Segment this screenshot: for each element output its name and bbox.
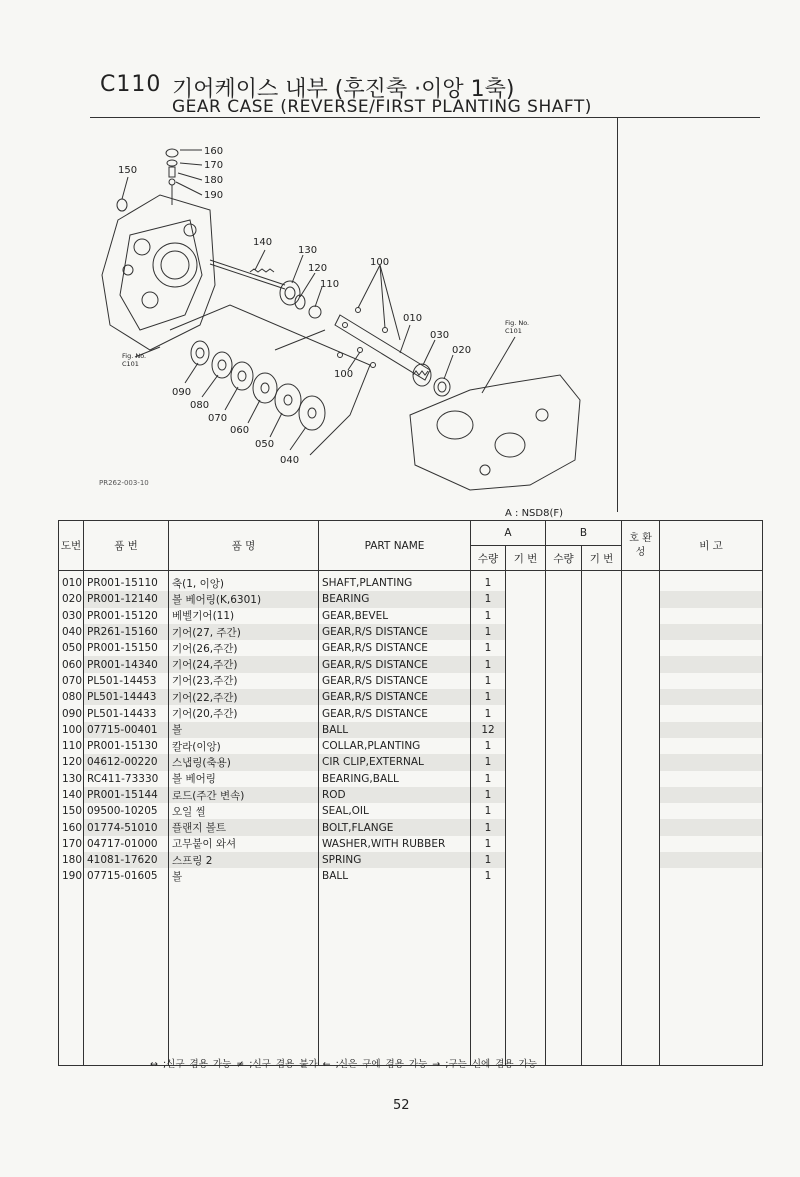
- table-row: [59, 673, 763, 689]
- notes-cell: [660, 836, 763, 852]
- ref-cell: 110: [59, 738, 84, 754]
- notes-cell: [660, 571, 763, 592]
- empty-cell: [59, 885, 84, 1066]
- remark-b-cell: [582, 787, 622, 803]
- qty-b-cell: [546, 591, 582, 607]
- qty-b-cell: [546, 803, 582, 819]
- remark-b-cell: [582, 624, 622, 640]
- figure-code: PR262-003-10: [99, 479, 149, 487]
- remark-b-cell: [582, 705, 622, 721]
- qty-a-cell: 1: [471, 571, 506, 592]
- remark-a-cell: [506, 591, 546, 607]
- header-ref-no: 도번: [59, 521, 84, 571]
- callout-100-top: 100: [370, 257, 390, 268]
- part-no-cell: PR001-14340: [84, 656, 169, 672]
- callout-160: 160: [204, 146, 224, 157]
- remark-a-cell: [506, 673, 546, 689]
- part-name-cell: SEAL,OIL: [319, 803, 471, 819]
- qty-b-cell: [546, 571, 582, 592]
- ref-cell: 150: [59, 803, 84, 819]
- table-row: [59, 754, 763, 770]
- interchange-cell: [622, 738, 660, 754]
- part-name-cell: BALL: [319, 722, 471, 738]
- empty-cell: [582, 885, 622, 1066]
- part-name-cell: GEAR,R/S DISTANCE: [319, 624, 471, 640]
- gear-case-housing: [102, 195, 215, 350]
- remark-b-cell: [582, 640, 622, 656]
- page-number: 52: [393, 1098, 410, 1113]
- interchange-cell: [622, 591, 660, 607]
- notes-cell: [660, 608, 763, 624]
- part-name-cell: GEAR,R/S DISTANCE: [319, 673, 471, 689]
- qty-b-cell: [546, 608, 582, 624]
- table-row: [59, 608, 763, 624]
- part-name-cell: GEAR,R/S DISTANCE: [319, 656, 471, 672]
- name-ko-cell: 스냅링(축용): [169, 754, 319, 770]
- part-no-cell: PR001-15110: [84, 571, 169, 592]
- table-row: [59, 819, 763, 835]
- qty-a-cell: 1: [471, 656, 506, 672]
- part-name-cell: SHAFT,PLANTING: [319, 571, 471, 592]
- part-no-cell: PR001-15150: [84, 640, 169, 656]
- header-part-no: 품 번: [84, 521, 169, 571]
- name-ko-cell: 기어(22,주간): [169, 689, 319, 705]
- part-no-cell: PR261-15160: [84, 624, 169, 640]
- table-row: [59, 640, 763, 656]
- header-remark-b: 기 번: [582, 546, 622, 571]
- callout-180: 180: [204, 175, 224, 186]
- table-row: [59, 722, 763, 738]
- ref-cell: 020: [59, 591, 84, 607]
- part-no-cell: 41081-17620: [84, 852, 169, 868]
- name-ko-cell: 볼 베어링(K,6301): [169, 591, 319, 607]
- interchange-cell: [622, 836, 660, 852]
- name-ko-cell: 플랜지 볼트: [169, 819, 319, 835]
- header-remark-a: 기 번: [506, 546, 546, 571]
- ref-cell: 190: [59, 868, 84, 884]
- name-ko-cell: 기어(27, 주간): [169, 624, 319, 640]
- remark-a-cell: [506, 787, 546, 803]
- callout-010: 010: [403, 313, 423, 324]
- interchange-cell: [622, 640, 660, 656]
- name-ko-cell: 기어(20,주간): [169, 705, 319, 721]
- qty-b-cell: [546, 787, 582, 803]
- part-no-cell: PL501-14433: [84, 705, 169, 721]
- fig-ref-right: Fig. No.: [505, 319, 530, 327]
- interchange-cell: [622, 656, 660, 672]
- interchange-cell: [622, 803, 660, 819]
- name-ko-cell: 칼라(이앙): [169, 738, 319, 754]
- table-row: [59, 656, 763, 672]
- name-ko-cell: 스프링 2: [169, 852, 319, 868]
- header-group-b: B: [546, 521, 622, 546]
- remark-b-cell: [582, 591, 622, 607]
- qty-a-cell: 1: [471, 819, 506, 835]
- ref-cell: 040: [59, 624, 84, 640]
- callout-110: 110: [320, 279, 340, 290]
- qty-b-cell: [546, 722, 582, 738]
- part-no-cell: PR001-15130: [84, 738, 169, 754]
- callout-030: 030: [430, 330, 450, 341]
- callout-070: 070: [208, 413, 228, 424]
- empty-cell: [319, 885, 471, 1066]
- part-name-cell: WASHER,WITH RUBBER: [319, 836, 471, 852]
- part-no-cell: PL501-14453: [84, 673, 169, 689]
- interchange-cell: [622, 673, 660, 689]
- qty-a-cell: 1: [471, 836, 506, 852]
- part-no-cell: PL501-14443: [84, 689, 169, 705]
- qty-b-cell: [546, 754, 582, 770]
- header-group-a: A: [471, 521, 546, 546]
- qty-a-cell: 1: [471, 868, 506, 884]
- ref-cell: 140: [59, 787, 84, 803]
- qty-a-cell: 1: [471, 640, 506, 656]
- notes-cell: [660, 852, 763, 868]
- remark-a-cell: [506, 803, 546, 819]
- qty-a-cell: 1: [471, 689, 506, 705]
- ref-cell: 030: [59, 608, 84, 624]
- callout-150: 150: [118, 165, 138, 176]
- table-row: [59, 571, 763, 592]
- interchange-cell: [622, 771, 660, 787]
- notes-cell: [660, 819, 763, 835]
- empty-cell: [471, 885, 506, 1066]
- ref-cell: 170: [59, 836, 84, 852]
- empty-cell: [169, 885, 319, 1066]
- remark-a-cell: [506, 819, 546, 835]
- name-ko-cell: 오일 씰: [169, 803, 319, 819]
- qty-b-cell: [546, 705, 582, 721]
- model-note: A : NSD8(F): [505, 508, 564, 519]
- remark-b-cell: [582, 852, 622, 868]
- part-name-cell: BEARING,BALL: [319, 771, 471, 787]
- parts-table: [58, 520, 763, 1066]
- notes-cell: [660, 754, 763, 770]
- table-row: [59, 591, 763, 607]
- table-row: [59, 738, 763, 754]
- part-no-cell: 07715-01605: [84, 868, 169, 884]
- table-row: [59, 868, 763, 884]
- svg-text:C101: C101: [505, 327, 522, 335]
- notes-cell: [660, 624, 763, 640]
- name-ko-cell: 볼: [169, 722, 319, 738]
- table-row: [59, 852, 763, 868]
- remark-b-cell: [582, 608, 622, 624]
- qty-b-cell: [546, 689, 582, 705]
- remark-b-cell: [582, 738, 622, 754]
- remark-b-cell: [582, 689, 622, 705]
- qty-a-cell: 1: [471, 738, 506, 754]
- name-ko-cell: 기어(26,주간): [169, 640, 319, 656]
- remark-a-cell: [506, 656, 546, 672]
- oil-seal-150: [117, 199, 127, 211]
- name-ko-cell: 고무붙이 와셔: [169, 836, 319, 852]
- qty-b-cell: [546, 656, 582, 672]
- remark-a-cell: [506, 836, 546, 852]
- remark-a-cell: [506, 608, 546, 624]
- remark-a-cell: [506, 689, 546, 705]
- part-name-cell: BOLT,FLANGE: [319, 819, 471, 835]
- part-no-cell: PR001-15144: [84, 787, 169, 803]
- remark-a-cell: [506, 722, 546, 738]
- callout-170: 170: [204, 160, 224, 171]
- part-name-cell: COLLAR,PLANTING: [319, 738, 471, 754]
- qty-a-cell: 1: [471, 591, 506, 607]
- exploded-parts-diagram: [90, 125, 610, 505]
- remark-b-cell: [582, 819, 622, 835]
- notes-cell: [660, 787, 763, 803]
- interchange-cell: [622, 754, 660, 770]
- qty-a-cell: 1: [471, 787, 506, 803]
- ref-cell: 050: [59, 640, 84, 656]
- part-no-cell: RC411-73330: [84, 771, 169, 787]
- name-ko-cell: 볼: [169, 868, 319, 884]
- table-filler-row: [59, 885, 763, 1066]
- table-row: [59, 836, 763, 852]
- name-ko-cell: 볼 베어링: [169, 771, 319, 787]
- svg-text:C101: C101: [122, 360, 139, 368]
- interchange-cell: [622, 705, 660, 721]
- interchange-cell: [622, 608, 660, 624]
- qty-a-cell: 1: [471, 673, 506, 689]
- remark-a-cell: [506, 705, 546, 721]
- remark-a-cell: [506, 571, 546, 592]
- table-row: [59, 624, 763, 640]
- name-ko-cell: 베벨기어(11): [169, 608, 319, 624]
- table-row: [59, 803, 763, 819]
- part-no-cell: 04612-00220: [84, 754, 169, 770]
- qty-b-cell: [546, 673, 582, 689]
- page-title-english: GEAR CASE (REVERSE/FIRST PLANTING SHAFT): [172, 97, 592, 117]
- ref-cell: 100: [59, 722, 84, 738]
- qty-a-cell: 1: [471, 624, 506, 640]
- remark-b-cell: [582, 673, 622, 689]
- interchange-cell: [622, 571, 660, 592]
- remark-b-cell: [582, 868, 622, 884]
- part-name-cell: CIR CLIP,EXTERNAL: [319, 754, 471, 770]
- notes-cell: [660, 803, 763, 819]
- page-title-korean: 기어케이스 내부 (후진축 ·이앙 1축): [172, 77, 515, 102]
- interchange-cell: [622, 722, 660, 738]
- name-ko-cell: 기어(24,주간): [169, 656, 319, 672]
- callout-100-bottom: 100: [334, 369, 354, 380]
- empty-cell: [660, 885, 763, 1066]
- name-ko-cell: 축(1, 이앙): [169, 571, 319, 592]
- qty-b-cell: [546, 738, 582, 754]
- header-qty-b: 수량: [546, 546, 582, 571]
- qty-b-cell: [546, 836, 582, 852]
- notes-cell: [660, 591, 763, 607]
- ref-cell: 090: [59, 705, 84, 721]
- ref-cell: 010: [59, 571, 84, 592]
- remark-a-cell: [506, 754, 546, 770]
- part-no-cell: 01774-51010: [84, 819, 169, 835]
- interchange-cell: [622, 787, 660, 803]
- empty-cell: [622, 885, 660, 1066]
- part-no-cell: 04717-01000: [84, 836, 169, 852]
- interchange-cell: [622, 852, 660, 868]
- qty-a-cell: 1: [471, 608, 506, 624]
- part-name-cell: GEAR,R/S DISTANCE: [319, 640, 471, 656]
- notes-cell: [660, 705, 763, 721]
- empty-cell: [546, 885, 582, 1066]
- remark-b-cell: [582, 571, 622, 592]
- qty-b-cell: [546, 819, 582, 835]
- diagram-right-border: [617, 117, 618, 512]
- part-no-cell: 09500-10205: [84, 803, 169, 819]
- ref-cell: 060: [59, 656, 84, 672]
- callout-190: 190: [204, 190, 224, 201]
- part-name-cell: SPRING: [319, 852, 471, 868]
- remark-b-cell: [582, 656, 622, 672]
- callout-090: 090: [172, 387, 192, 398]
- table-row: [59, 787, 763, 803]
- qty-a-cell: 1: [471, 754, 506, 770]
- fig-ref-left: Fig. No.: [122, 352, 147, 360]
- empty-cell: [506, 885, 546, 1066]
- part-name-cell: ROD: [319, 787, 471, 803]
- remark-a-cell: [506, 640, 546, 656]
- interchange-cell: [622, 689, 660, 705]
- header-rule: [90, 117, 760, 118]
- notes-cell: [660, 640, 763, 656]
- notes-cell: [660, 771, 763, 787]
- part-name-cell: GEAR,R/S DISTANCE: [319, 705, 471, 721]
- ref-cell: 130: [59, 771, 84, 787]
- interchange-cell: [622, 819, 660, 835]
- qty-b-cell: [546, 771, 582, 787]
- ref-cell: 120: [59, 754, 84, 770]
- table-row: [59, 689, 763, 705]
- header-interchange: 호 환 성: [622, 521, 660, 571]
- header-part-name: PART NAME: [319, 521, 471, 571]
- parts-table-body: [59, 571, 763, 1066]
- ref-cell: 160: [59, 819, 84, 835]
- remark-b-cell: [582, 836, 622, 852]
- header-notes: 비 고: [660, 521, 763, 571]
- remark-a-cell: [506, 771, 546, 787]
- remark-a-cell: [506, 624, 546, 640]
- name-ko-cell: 기어(23,주간): [169, 673, 319, 689]
- notes-cell: [660, 689, 763, 705]
- table-row: [59, 705, 763, 721]
- interchange-cell: [622, 868, 660, 884]
- notes-cell: [660, 868, 763, 884]
- interchange-cell: [622, 624, 660, 640]
- ref-cell: 180: [59, 852, 84, 868]
- qty-a-cell: 1: [471, 771, 506, 787]
- callout-040: 040: [280, 455, 300, 466]
- qty-b-cell: [546, 852, 582, 868]
- qty-a-cell: 1: [471, 705, 506, 721]
- remark-b-cell: [582, 722, 622, 738]
- interchange-legend: ↔ ;신구 겸용 가능 ≠ ;신구 겸용 불가 ← ;신은 구에 겸용 가능 → ;구는 신에 겸용 가능: [150, 1059, 537, 1070]
- remark-b-cell: [582, 771, 622, 787]
- part-name-cell: GEAR,BEVEL: [319, 608, 471, 624]
- qty-b-cell: [546, 868, 582, 884]
- notes-cell: [660, 673, 763, 689]
- qty-b-cell: [546, 624, 582, 640]
- qty-a-cell: 12: [471, 722, 506, 738]
- remark-a-cell: [506, 738, 546, 754]
- header-name-ko: 품 명: [169, 521, 319, 571]
- remark-a-cell: [506, 868, 546, 884]
- qty-b-cell: [546, 640, 582, 656]
- callout-120: 120: [308, 263, 328, 274]
- remark-a-cell: [506, 852, 546, 868]
- qty-a-cell: 1: [471, 852, 506, 868]
- callout-060: 060: [230, 425, 250, 436]
- part-no-cell: 07715-00401: [84, 722, 169, 738]
- part-name-cell: BEARING: [319, 591, 471, 607]
- ref-cell: 080: [59, 689, 84, 705]
- notes-cell: [660, 738, 763, 754]
- callout-130: 130: [298, 245, 318, 256]
- part-name-cell: BALL: [319, 868, 471, 884]
- callout-140: 140: [253, 237, 273, 248]
- callout-050: 050: [255, 439, 275, 450]
- table-row: [59, 771, 763, 787]
- notes-cell: [660, 656, 763, 672]
- name-ko-cell: 로드(주간 변속): [169, 787, 319, 803]
- header-qty-a: 수량: [471, 546, 506, 571]
- section-code: C110: [100, 72, 162, 97]
- part-name-cell: GEAR,R/S DISTANCE: [319, 689, 471, 705]
- callout-020: 020: [452, 345, 472, 356]
- remark-b-cell: [582, 803, 622, 819]
- callout-080: 080: [190, 400, 210, 411]
- remark-b-cell: [582, 754, 622, 770]
- notes-cell: [660, 722, 763, 738]
- qty-a-cell: 1: [471, 803, 506, 819]
- ref-cell: 070: [59, 673, 84, 689]
- empty-cell: [84, 885, 169, 1066]
- part-no-cell: PR001-15120: [84, 608, 169, 624]
- part-no-cell: PR001-12140: [84, 591, 169, 607]
